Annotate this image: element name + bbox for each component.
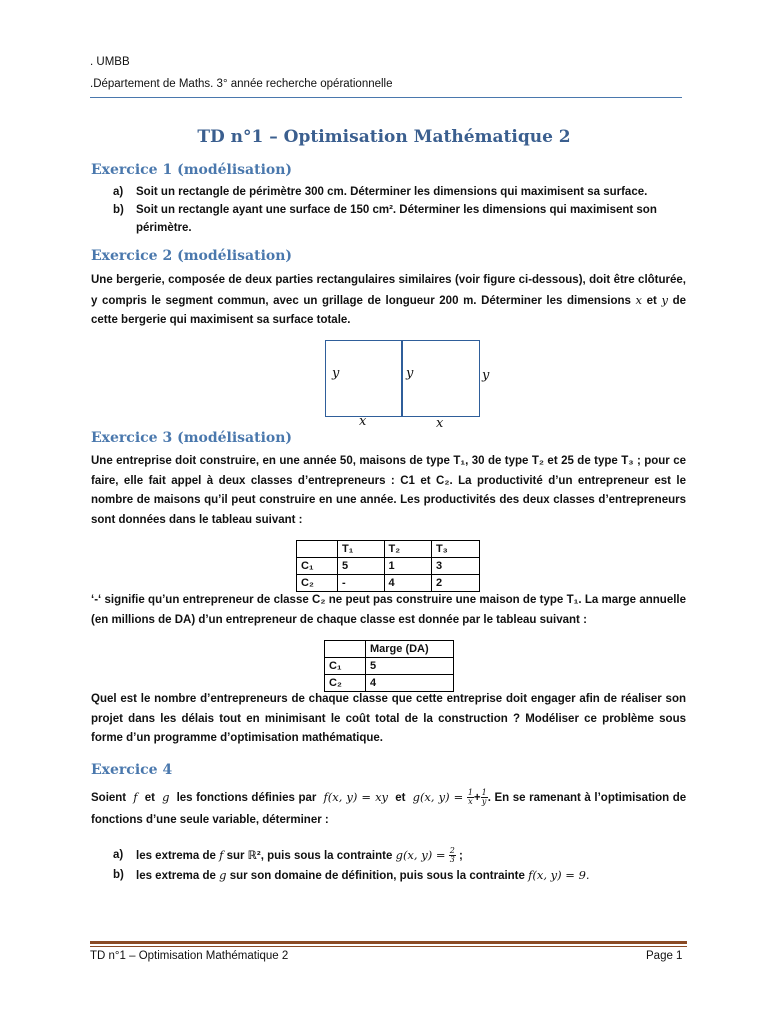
figure-label-y-right: y (482, 368, 490, 383)
sheepfold-divider (401, 340, 403, 417)
figure-label-y-middle: y (406, 366, 414, 381)
ex2-paragraph: Une bergerie, composée de deux parties rectangulaires similaires (voir figure ci-dessous), doit être clôturée, y compris le segment commun, avec un grillage de longueur 200 m. Déterminer les dimensions x et y de cette bergerie qui maximisent sa surface totale. (91, 274, 686, 326)
figure-label-x-left: x (359, 414, 367, 429)
figure-label-y-left: y (332, 366, 340, 381)
footer-rule-thin (90, 946, 687, 947)
ex1-item-b-label: b) (113, 204, 124, 216)
ex3-paragraph-3: Quel est le nombre d’entrepreneurs de chaque classe que cette entreprise doit engager afin de réaliser son projet dans les délais tout en minimisant le coût total de la construction ? Modéliser ce problème sous forme d’un programme d’optimisation mathématique. (91, 693, 686, 744)
margin-table (324, 640, 454, 692)
fraction-two-thirds: $\frac{2}{3}$ (449, 846, 455, 865)
ex1-item-a-text: Soit un rectangle de périmètre 300 cm. Déterminer les dimensions qui maximisent sa surface. (136, 186, 648, 198)
fraction-one-over-y: $\frac{1}{y}$ (481, 788, 487, 807)
table-row: Marge (DA) (325, 641, 454, 658)
footer-page-number: Page 1 (646, 950, 683, 962)
header-rule (90, 97, 682, 98)
table-row: C₁ 5 (325, 658, 454, 675)
ex4-item-a-text: les extrema de f sur ℝ², puis sous la contrainte g(x, y) = $\frac{2}{3}$ ; (136, 846, 463, 865)
productivity-table (296, 540, 480, 592)
figure-label-x-right: x (436, 416, 444, 431)
ex4-item-a-label: a) (113, 849, 124, 861)
fraction-one-over-x: $\frac{1}{x}$ (467, 788, 473, 807)
table-row: T₁ T₂ T₃ (297, 541, 480, 558)
ex4-item-b-text: les extrema de g sur son domaine de définition, puis sous la contrainte f(x, y) = 9. (136, 868, 590, 882)
table-row: C₂ 4 (325, 675, 454, 692)
ex1-item-a-label: a) (113, 186, 124, 198)
page-title: TD n°1 – Optimisation Mathématique 2 (197, 127, 571, 147)
exercise-2-heading: Exercice 2 (modélisation) (91, 248, 293, 264)
header-department: .Département de Maths. 3° année recherche opérationnelle (90, 78, 393, 90)
table-row: C₁ 5 1 3 (297, 558, 480, 575)
exercise-1-heading: Exercice 1 (modélisation) (91, 162, 293, 178)
ex4-item-b-label: b) (113, 869, 124, 881)
exercise-3-heading: Exercice 3 (modélisation) (91, 430, 293, 446)
footer-rule-thick (90, 941, 687, 944)
ex3-paragraph-1: Une entreprise doit construire, en une année 50, maisons de type T₁, 30 de type T₂ et 25 de type T₃ ; pour ce faire, elle fait appel à deux classes d’entrepreneurs : C1 et C₂. La productivité d’un entrepreneur est le nombre de maisons qu’il peut construire en une année. Les productivités des deux classes d’entrepreneurs sont données dans le tableau suivant : (91, 455, 686, 526)
ex3-paragraph-2: ‘-‘ signifie qu’un entrepreneur de classe C₂ ne peut pas construire une maison de type T₁. La marge annuelle (en millions de DA) d’un entrepreneur de chaque classe est donnée par le tableau suivant : (91, 594, 686, 626)
ex1-item-b-text: Soit un rectangle ayant une surface de 150 cm². Déterminer les dimensions qui maximisent son périmètre. (136, 204, 657, 234)
ex4-paragraph: Soient f et g les fonctions définies par f(x, y) = xy et g(x, y) = $\frac{1}{x}$ + $\frac{1}{y}$ . En se ramenant à l’optimisation de fonctions d’une seule variable, déterminer : (91, 788, 687, 826)
footer-title: TD n°1 – Optimisation Mathématique 2 (90, 950, 289, 962)
header-institution: . UMBB (90, 56, 130, 68)
table-row: C₂ - 4 2 (297, 575, 480, 592)
exercise-4-heading: Exercice 4 (91, 762, 173, 778)
